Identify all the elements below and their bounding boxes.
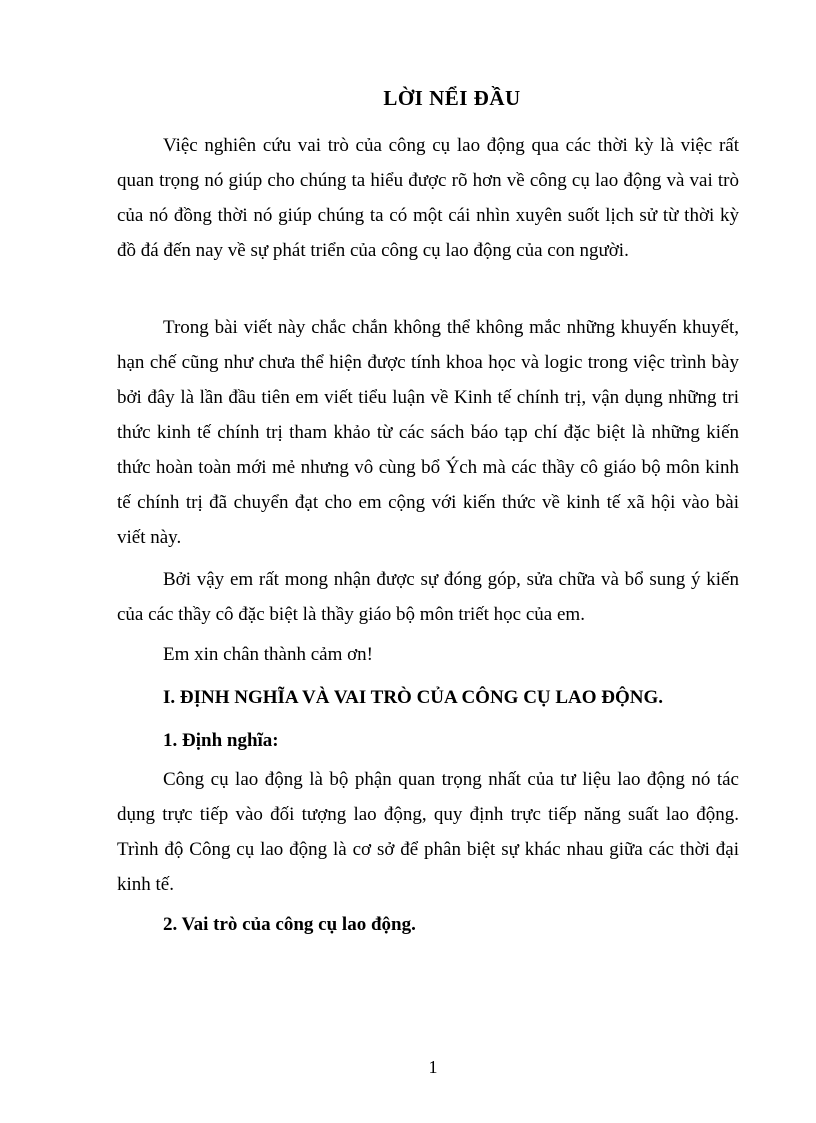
subheading-definition: 1. Định nghĩa: — [163, 730, 279, 751]
page-number: 1 — [428, 1057, 438, 1077]
intro-paragraph-1: Việc nghiên cứu vai trò của công cụ lao động qua các thời kỳ là việc rất quan trọng nó giúp cho chúng ta hiểu được rõ hơn về công cụ lao động và vai trò của nó đồng thời nó giúp chúng ta có một cái nhìn xuyên suốt lịch sử từ thời kỳ đồ đá đến nay về sự phát triển của công cụ lao động của con người. — [117, 135, 739, 261]
subheading-role: 2. Vai trò của công cụ lao động. — [163, 914, 416, 935]
section-heading: I. ĐỊNH NGHĨA VÀ VAI TRÒ CỦA CÔNG CỤ LAO ĐỘNG. — [163, 687, 664, 708]
intro-paragraph-3: Bởi vậy em rất mong nhận được sự đóng góp, sửa chữa và bổ sung ý kiến của các thầy cô đặc biệt là thầy giáo bộ môn triết học của em. — [117, 569, 739, 625]
document-title: LỜI NỂI ĐẦU — [383, 86, 521, 110]
intro-paragraph-2: Trong bài viết này chắc chắn không thể không mắc những khuyến khuyết, hạn chế cũng như chưa thể hiện được tính khoa học và logic trong việc trình bày bởi đây là lần đầu tiên em viết tiểu luận về Kinh tế chính trị, vận dụng những tri thức kinh tế chính trị tham khảo từ các sách báo tạp chí đặc biệt là những kiến thức hoàn toàn mới mẻ nhưng vô cùng bổ Ých mà các thầy cô giáo bộ môn kinh tế chính trị đã chuyển đạt cho em cộng với kiến thức về kinh tế xã hội vào bài viết này. — [117, 317, 739, 548]
closing-thanks: Em xin chân thành cảm ơn! — [163, 644, 374, 665]
definition-paragraph: Công cụ lao động là bộ phận quan trọng nhất của tư liệu lao động nó tác dụng trực tiếp vào đối tượng lao động, quy định trực tiếp năng suất lao động. Trình độ Công cụ lao động là cơ sở để phân biệt sự khác nhau giữa các thời đại kinh tế. — [117, 769, 739, 895]
